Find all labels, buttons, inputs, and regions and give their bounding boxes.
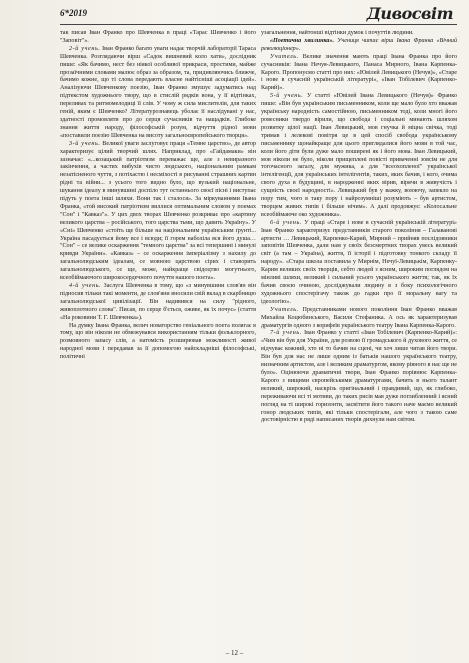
speaker-label: 7-й учень. bbox=[270, 330, 302, 337]
paragraph-text: Представниками нового покоління Іван Франко вважав Михайла Коцюбинського, Василя Стефаника. А ось як характеризував драматургів одного з корифеїв українського театру Івана Карпенка-Карого. bbox=[261, 306, 457, 329]
section-title: «Поетична хвилинка». bbox=[270, 37, 335, 44]
paragraph bbox=[261, 220, 457, 307]
paragraph-text: так писав Іван Франко про Шевченка в праці «Тарас Шевченко і його "Заповіт"». bbox=[60, 30, 256, 44]
paragraph-text: Великої уваги заслуговує праця «Темне царство», де автор характеризує цілий творчий шлях. Наприклад, про «Гайдамаки» він зазначає: «...козацький патріотизм переважає ще, але з невиразного закінчення, а частих вибухів чисто людського, національним рамкам незатісненого чуття, з потіхастю і несміхості в рисуванні страшних картин рідні та війни... з усього того видно було, що вузький національне, шукання ідеалу в минувшині доспіло тут останнього своєї пісні і виступає підуть у поета інші шляхи. Вони так і сталося». За міркуваннями Івана Франка, «той високий патріотизм виллися оптимальним словом у поемах "Сон" і "Кавказ"». У цих двох творах Шевченко розкриває про «картину великого царства – російського, того царства тьми, що давить Україну». У «Сні» Шевченко «стоїть ще більше на національним українським ґрунті... Україна пасадується йому все і всюди; її горем наболіла вся його душа… "Сон" – се велике оскарження "темного царства" за всі тепершині і минулі кривди України». «Кавказ» – се оскарження імперіалізму з нахилу до загальнолюдським ідеалам, се мовною царствою сірих і ставорить загальнолюдського, се ще, може, найкраще свідоцтво могутнього, всеобіймаючого широкосердечного почуття нашого поета». bbox=[60, 140, 256, 282]
left-column bbox=[60, 30, 256, 640]
speaker-label: 5-й учень. bbox=[270, 93, 304, 100]
paragraph-text: Велике значення мають праці Івана Франка про його сучасників: Івана Нечуя-Левицького, Панаса Мирного, Івана Карпенка-Карого. Пропонуємо статті про них: «Ювілей Левицького (Нечуя)», «Старе і нове в сучасній українській літературі», «Іван Тобілевич (Карпенко-Карий)». bbox=[261, 53, 457, 92]
paragraph bbox=[60, 323, 256, 363]
speaker-label: 6-й учень. bbox=[270, 219, 303, 226]
section-subtitle: Учениця читає вірш Івана Франка «Вічний революціонер». bbox=[261, 37, 457, 52]
header-rule bbox=[60, 24, 457, 25]
paragraph bbox=[261, 38, 457, 54]
paragraph-text: У статті «Ювілей Івана Левицького (Нечуя)» Франко пише: «Він був українським письменником, коли ще мало було хто вважав українську народність самостійною, письменником тоді, коли многі його ровесники твердо вірили, що свобода і соціальні минають шляхом розвитку цілої нації. Іван Левицький, мов гнучка й міцна свічка, тоді тримав і лелекові повітря це в цей спосіб свобода українському письменнику щонайкраще для цього приглядалися його мови в той час, коли його діти були дуже мало поширені як і його мова. Іван Левицький, мов ніколи не було, ніколи прищеплені повісті приваченні зовсім не для тогочасного загалу, для мужика, а для "всеохопленої" української інтелігенції, для українських інтелігентів, таких, яких бачив, і кого, очима свого духа в будущині, в народженні яких вірив, вірячи в живучість і сущність своєї народності». Левицький був у важку, воюючу, запекло на пору тим, чого в таку пору і найрозумніші розуміють – був артистом, творцем живих типів і більше нічим». А далі продовжує: «Колосальне всеобіймаюче око художника». bbox=[261, 93, 457, 218]
paragraph bbox=[60, 46, 256, 141]
paragraph-text: На думку Івана Франка, велич новаторство геніального поета полягає в тому, що він ніколи не обмежувався використанням тільки фольклорного, розмовного запасу слів, а натомість розширював можливості живої народної мови і передавав за її допомогою найскладніші філософські, політичні bbox=[60, 322, 256, 361]
paragraph-text: Іван Франко у статті «Іван Тобілевич (Карпенко-Карий)»: «Чим він був для України, для розвою її громадського й духового життя, се відчуває кожний, хто ні то бачив на сцені, чи хоч лише читав його твори. Він був для нас не лише одним із батьків нашого українського театру, визначним артистом, але і великим драматургом, якому рівного в нас ще не було». Оцінюючи драматичні твори, Іван Франко порівнює Карпенка-Карого з вищими європейськими драматургами, бачить в нього талант великий, широкий, наскрізь оригінальний і правдивий, що, як глибоко, переживаючи всі ті мотиви, до таких рисів мав дуже поглибленний і ясний погляд на ті широкі горизонти, засвітити його такого наче маємо великий гонор людських типів, які тільки спостерігали, але чого з такою саме достовірністю в ряді написаних творів дихнули нам світом. bbox=[261, 330, 457, 424]
paragraph-text: Заслуга Шевченка в тому, що «з минувшини слов'ян він підносив тільки такі моменти, де слов'яни вносили свій вклад в скарбницю загальнолюдської цивілізації. Він надивився на силу "рідного, живоплотного слова". Писав, по серце б'ється, оживе, як їх почує» (стаття «На роковини Т. Г. Шевченка»). bbox=[60, 283, 256, 321]
paragraph bbox=[261, 54, 457, 94]
paragraph-text: Іван Франко багато уваги надає творчій лабораторії Тараса Шевченка. Розглядаючи вірш «Садок вишневий коло хати», дослідник пише: «Як бачимо, нест без ніякої особливої прикраси, простими, майже прозаїчними словами малює образ за образом, та, придивляючись ближче, бачимо кожне, що ті слова передають власне найтісніші асоціації ідей». Аналізуючи Шевченкову поезію, Іван Франко змушує задуматись над підтекстом художнього твору, що в стислій рядків вона, у її відтінках, переливах та ритмомелодиці її слів. У чому ж сила мислителів, для таких геній, яким є Шевченко? Літературознавець уболає її наслідувані у нас, здатності промовляти про до серця сучасників та нащадків. Глибоке знання життя народу, філософській розум, відчуття рідної мови «поставили поезію Шевченка на висоту загальноєвропейського творця». bbox=[60, 45, 256, 139]
paragraph-text: узагальнення, найтонші відтінки думок і почуттів людини. bbox=[261, 30, 414, 36]
paragraph bbox=[60, 141, 256, 283]
speaker-label: Учитель. bbox=[270, 53, 299, 60]
paragraph bbox=[261, 93, 457, 220]
issue-number: 6*2019 bbox=[60, 8, 87, 18]
paragraph-text: У праці «Старе і нове в сучасній українській літературі» Іван Франко характеризує представників старого покоління – Галаванові артисти … Левицький, Карпенко-Карий, Мирний – прийняв послідовники заповітів Шевченка, дали нам у своїх безсмертних творах увесь великий світ (а там – Україна), життя, її історії і підготовку тонкого складу її народу». «Стара школа поставила у Мирнім, Нечуї-Левицькім, Карпенку-Карим великих своїх творців, себто людей з ясним, широким поглядом на мінливі шляхи, великий і сильний усього українського життя; так, як їх бачив своєю очиною, досліджували людину в з боку психологічного художнього спостерігачу також до гадки про її моральну вагу та ідеологію». bbox=[261, 219, 457, 305]
right-column bbox=[261, 30, 457, 640]
speaker-label: 4-й учень. bbox=[69, 283, 102, 289]
paragraph bbox=[261, 330, 457, 425]
magazine-logo: Дивосвіт bbox=[366, 4, 453, 23]
paragraph bbox=[60, 283, 256, 323]
speaker-label: 2-й учень. bbox=[69, 45, 101, 52]
paragraph bbox=[261, 30, 457, 38]
page-number: – 12 – bbox=[225, 649, 244, 657]
paragraph bbox=[60, 30, 256, 46]
paragraph bbox=[261, 307, 457, 331]
page-header bbox=[14, 6, 455, 24]
speaker-label: 3-й учень. bbox=[69, 140, 101, 147]
speaker-label: Учитель. bbox=[270, 306, 299, 313]
